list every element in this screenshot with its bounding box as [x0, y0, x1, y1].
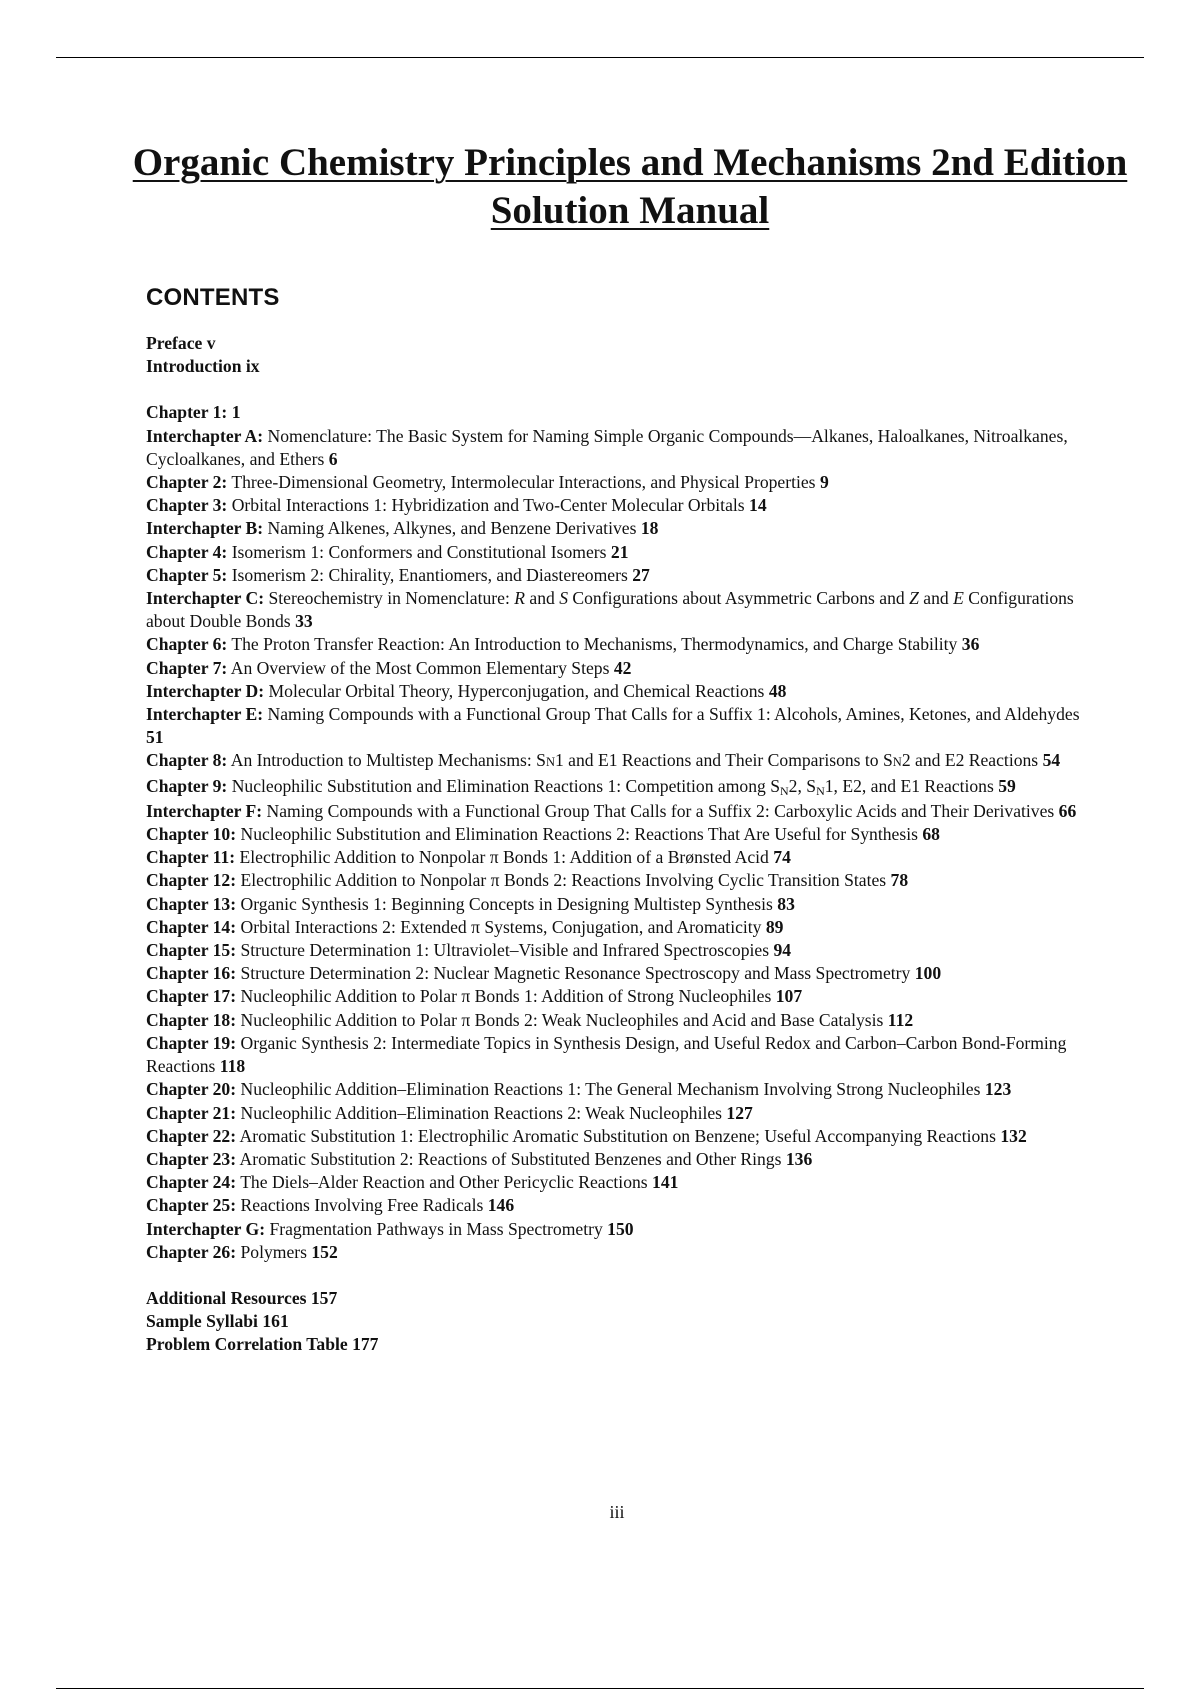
- toc-text: 1, E2, and E1 Reactions: [824, 775, 994, 796]
- toc-text: An Introduction to Multistep Mechanisms: S: [230, 750, 546, 771]
- toc-text: Nucleophilic Substitution and Elimination Reactions 1: Competition among S: [231, 775, 780, 796]
- toc-entry-ch18: [146, 1009, 1086, 1032]
- toc-page: 127: [726, 1102, 753, 1123]
- toc-entry-ch21: [146, 1102, 1086, 1125]
- toc-italic: E: [953, 588, 964, 609]
- contents-heading: CONTENTS: [146, 284, 280, 311]
- toc-page: 42: [613, 657, 632, 678]
- toc-page: 112: [887, 1009, 914, 1030]
- toc-page: 118: [219, 1056, 246, 1077]
- toc-label: Interchapter D:: [146, 680, 265, 701]
- toc-text: Structure Determination 1: Ultraviolet–Visible and Infrared Spectroscopies: [240, 940, 770, 961]
- toc-label: Chapter 17:: [146, 986, 237, 1007]
- toc-label: Chapter 15:: [146, 940, 237, 961]
- toc-page: 94: [773, 940, 792, 961]
- toc-subscript: N: [780, 783, 789, 798]
- toc-text: Electrophilic Addition to Nonpolar π Bonds 2: Reactions Involving Cyclic Transition States: [240, 870, 887, 891]
- title-line-2: Solution Manual: [490, 189, 770, 232]
- toc-entry-intD: [146, 680, 1086, 703]
- toc-text: Nucleophilic Addition to Polar π Bonds 1: Addition of Strong Nucleophiles: [240, 986, 772, 1007]
- toc-text: Fragmentation Pathways in Mass Spectrometry: [269, 1218, 603, 1239]
- toc-entry-ch9: [146, 775, 1086, 800]
- toc-page: 68: [922, 824, 940, 845]
- toc-label: Chapter 25:: [146, 1195, 237, 1216]
- toc-entry-ch14: [146, 916, 1086, 939]
- toc-entry-intF: [146, 800, 1086, 823]
- toc-text: Aromatic Substitution 1: Electrophilic Aromatic Substitution on Benzene; Useful Accompanying Reactions: [239, 1125, 996, 1146]
- toc-text: Isomerism 2: Chirality, Enantiomers, and Diastereomers: [231, 564, 628, 585]
- toc-text: Electrophilic Addition to Nonpolar π Bonds 1: Addition of a Brønsted Acid: [239, 847, 769, 868]
- toc-text: An Overview of the Most Common Elementary Steps: [230, 657, 610, 678]
- toc-page: 54: [1042, 750, 1061, 771]
- toc-page: 150: [607, 1218, 634, 1239]
- toc-label: Chapter 22:: [146, 1125, 237, 1146]
- toc-text: Configurations about Asymmetric Carbons and: [568, 588, 910, 609]
- toc-page: 14: [749, 495, 767, 516]
- toc-page: 78: [890, 870, 909, 891]
- toc-page: 1: [231, 402, 241, 423]
- toc-entry-ch20: [146, 1078, 1086, 1101]
- toc-text: Orbital Interactions 2: Extended π Systems, Conjugation, and Aromaticity: [240, 916, 762, 937]
- toc-text: and: [918, 588, 954, 609]
- toc-label: Chapter 4:: [146, 541, 228, 562]
- toc-label: Chapter 13:: [146, 893, 237, 914]
- toc-page: 36: [961, 634, 980, 655]
- toc-entry-ch26: [146, 1241, 1086, 1264]
- toc-problem-correlation-table: Problem Correlation Table 177: [146, 1334, 379, 1355]
- toc-label: Interchapter G:: [146, 1218, 266, 1239]
- toc-text: Molecular Orbital Theory, Hyperconjugation, and Chemical Reactions: [268, 680, 765, 701]
- toc-label: Interchapter E:: [146, 704, 264, 725]
- toc-page: 51: [146, 727, 164, 748]
- toc-entry-ch17: [146, 985, 1086, 1008]
- toc-text: Nucleophilic Substitution and Elimination Reactions 2: Reactions That Are Useful for Synthesis: [240, 824, 918, 845]
- toc-entry-ch24: [146, 1171, 1086, 1194]
- toc-subscript: N: [816, 783, 825, 798]
- toc-text: Reactions Involving Free Radicals: [240, 1195, 484, 1216]
- toc-label: Chapter 14:: [146, 916, 237, 937]
- toc-label: Interchapter B:: [146, 518, 264, 539]
- toc-entry-ch13: [146, 893, 1086, 916]
- toc-entry-ch19: [146, 1032, 1086, 1078]
- toc-page: 21: [610, 541, 629, 562]
- toc-label: Chapter 26:: [146, 1241, 237, 1262]
- toc-text: Naming Compounds with a Functional Group That Calls for a Suffix 2: Carboxylic Acids and Their Derivatives: [266, 800, 1055, 821]
- toc-text: 2 and E2 Reactions: [901, 750, 1039, 771]
- toc-text: Naming Compounds with a Functional Group That Calls for a Suffix 1: Alcohols, Amines, Ketones, and Aldehydes: [267, 704, 1080, 725]
- toc-label: Chapter 10:: [146, 824, 237, 845]
- toc-entry-ch11: [146, 846, 1086, 869]
- toc-label: Chapter 23:: [146, 1148, 237, 1169]
- toc-entry-ch1: [146, 401, 1086, 424]
- chapter-list: [146, 401, 1086, 1264]
- toc-entry-ch12: [146, 869, 1086, 892]
- toc-page: 27: [632, 564, 650, 585]
- toc-label: Chapter 20:: [146, 1079, 237, 1100]
- page-number: iii: [609, 1502, 625, 1522]
- toc-additional-resources: Additional Resources 157: [146, 1287, 338, 1308]
- toc-small-caps: N: [545, 755, 555, 770]
- toc-entry-ch7: [146, 657, 1086, 680]
- toc-text: Structure Determination 2: Nuclear Magnetic Resonance Spectroscopy and Mass Spectrometry: [240, 963, 911, 984]
- toc-entry-ch15: [146, 939, 1086, 962]
- toc-label: Chapter 21:: [146, 1102, 237, 1123]
- toc-introduction: Introduction ix: [146, 356, 260, 377]
- table-of-contents: [146, 332, 1086, 1357]
- toc-entry-ch4: [146, 541, 1086, 564]
- toc-page: 48: [768, 680, 787, 701]
- toc-text: The Proton Transfer Reaction: An Introduction to Mechanisms, Thermodynamics, and Charge Stability: [231, 634, 958, 655]
- toc-label: Chapter 5:: [146, 564, 228, 585]
- toc-italic: R: [514, 588, 525, 609]
- toc-entry-ch10: [146, 823, 1086, 846]
- toc-text: 2, S: [788, 775, 817, 796]
- toc-label: Chapter 2:: [146, 472, 228, 493]
- toc-text: Orbital Interactions 1: Hybridization and Two-Center Molecular Orbitals: [231, 495, 745, 516]
- page-title: [100, 139, 1160, 235]
- toc-entry-intG: [146, 1218, 1086, 1241]
- toc-page: 9: [819, 472, 829, 493]
- toc-text: Nucleophilic Addition to Polar π Bonds 2: Weak Nucleophiles and Acid and Base Catalysis: [240, 1009, 884, 1030]
- toc-label: Interchapter F:: [146, 800, 263, 821]
- toc-page: 100: [914, 963, 942, 984]
- toc-page: 59: [998, 775, 1016, 796]
- toc-entry-intB: [146, 517, 1086, 540]
- front-matter: [146, 332, 1086, 378]
- toc-text: The Diels–Alder Reaction and Other Pericyclic Reactions: [240, 1172, 648, 1193]
- toc-entry-ch22: [146, 1125, 1086, 1148]
- toc-label: Chapter 24:: [146, 1172, 237, 1193]
- toc-label: Chapter 16:: [146, 963, 237, 984]
- toc-page: 136: [785, 1148, 813, 1169]
- back-matter: [146, 1287, 1086, 1357]
- toc-text: Aromatic Substitution 2: Reactions of Substituted Benzenes and Other Rings: [239, 1148, 782, 1169]
- toc-label: Chapter 9:: [146, 775, 228, 796]
- toc-page: 89: [765, 916, 784, 937]
- toc-text: Stereochemistry in Nomenclature:: [268, 588, 515, 609]
- toc-label: Chapter 18:: [146, 1009, 237, 1030]
- toc-entry-ch23: [146, 1148, 1086, 1171]
- toc-label: Chapter 11:: [146, 847, 236, 868]
- toc-page: 83: [777, 893, 795, 914]
- toc-text: 1 and E1 Reactions and Their Comparisons to S: [554, 750, 893, 771]
- toc-text: and: [525, 588, 560, 609]
- toc-page: 123: [984, 1079, 1012, 1100]
- toc-entry-intA: [146, 425, 1086, 471]
- toc-text: Nucleophilic Addition–Elimination Reactions 2: Weak Nucleophiles: [240, 1102, 723, 1123]
- toc-entry-ch25: [146, 1194, 1086, 1217]
- toc-label: Chapter 6:: [146, 634, 228, 655]
- toc-label: Chapter 1:: [146, 402, 228, 423]
- toc-text: Naming Alkenes, Alkynes, and Benzene Derivatives: [267, 518, 637, 539]
- toc-text: Isomerism 1: Conformers and Constitutional Isomers: [231, 541, 607, 562]
- toc-label: Chapter 12:: [146, 870, 237, 891]
- toc-label: Chapter 19:: [146, 1032, 237, 1053]
- toc-label: Interchapter C:: [146, 588, 265, 609]
- toc-entry-intC: [146, 587, 1086, 633]
- toc-italic: Z: [909, 588, 919, 609]
- top-rule: [56, 57, 1144, 58]
- toc-label: Interchapter A:: [146, 425, 264, 446]
- bottom-rule: [56, 1688, 1144, 1689]
- toc-page: 146: [487, 1195, 515, 1216]
- toc-entry-ch5: [146, 564, 1086, 587]
- toc-label: Chapter 3:: [146, 495, 228, 516]
- toc-entry-ch6: [146, 633, 1086, 656]
- toc-page: 152: [311, 1241, 338, 1262]
- toc-label: Chapter 8:: [146, 750, 228, 771]
- toc-text: Three-Dimensional Geometry, Intermolecular Interactions, and Physical Properties: [231, 472, 816, 493]
- toc-italic: S: [559, 588, 568, 609]
- toc-text: Nomenclature: The Basic System for Naming Simple Organic Compounds—Alkanes, Haloalkanes, Nitroalkanes, Cycloalkanes, and Ethers: [146, 425, 1068, 469]
- toc-text: Polymers: [240, 1241, 307, 1262]
- toc-preface: Preface v: [146, 333, 216, 353]
- toc-page: 33: [295, 611, 313, 632]
- toc-small-caps: N: [892, 755, 902, 770]
- toc-page: 18: [640, 518, 659, 539]
- toc-sample-syllabi: Sample Syllabi 161: [146, 1311, 289, 1332]
- toc-text: Configurations about Double Bonds: [146, 588, 1074, 632]
- toc-entry-ch2: [146, 471, 1086, 494]
- toc-text: Organic Synthesis 1: Beginning Concepts in Designing Multistep Synthesis: [240, 893, 773, 914]
- toc-entry-ch8: [146, 749, 1086, 774]
- toc-entry-ch3: [146, 494, 1086, 517]
- title-line-1: Organic Chemistry Principles and Mechanisms 2nd Edition: [132, 141, 1128, 184]
- toc-page: 132: [1000, 1125, 1027, 1146]
- toc-page: 107: [775, 986, 803, 1007]
- toc-page: 141: [652, 1172, 679, 1193]
- toc-entry-intE: [146, 703, 1086, 749]
- toc-entry-ch16: [146, 962, 1086, 985]
- toc-page: 66: [1058, 800, 1077, 821]
- toc-text: Nucleophilic Addition–Elimination Reactions 1: The General Mechanism Involving Strong Nucleophiles: [240, 1079, 981, 1100]
- toc-text: Organic Synthesis 2: Intermediate Topics in Synthesis Design, and Useful Redox and Carbon–Carbon Bond-Forming Reactions: [146, 1032, 1067, 1077]
- toc-label: Chapter 7:: [146, 657, 228, 678]
- toc-page: 74: [773, 847, 791, 868]
- toc-page: 6: [328, 448, 338, 469]
